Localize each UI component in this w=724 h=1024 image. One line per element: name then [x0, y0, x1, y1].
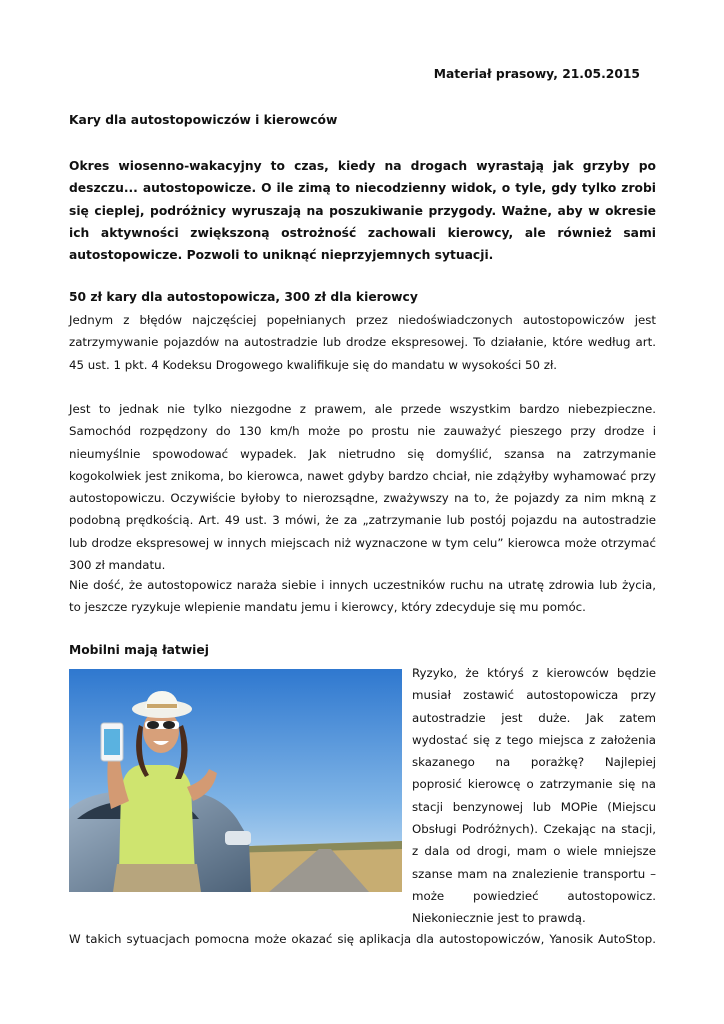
section-heading-fines: 50 zł kary dla autostopowicza, 300 zł dla kierowcy — [69, 290, 418, 304]
paragraph-fines-3: Nie dość, że autostopowicz naraża siebie i innych uczestników ruchu na utratę zdrowia lub życia, to jeszcze ryzykuje wlepienie mandatu jemu i kierowcy, który zdecyduje się mu pomóc. — [69, 578, 656, 615]
press-release-date: Materiał prasowy, 21.05.2015 — [433, 67, 640, 81]
paragraph-fines-2: Jest to jednak nie tylko niezgodne z prawem, ale przede wszystkim bardzo niebezpieczne. Samochód rozpędzony do 130 km/h może po prostu nie zauważyć pieszego przy drodze i nieumyślnie spowodować wypadek. Jak nietrudno się domyślić, szansa na zatrzymanie kogokolwiek jest znikoma, bo kierowca, nawet gdyby bardzo chciał, nie zdążyłby wyhamować przy autostopowiczu. Oczywiście byłoby to nierozsądne, zważywszy na to, że pojazdy za nim mkną z podobną prędkością. Art. 49 ust. 3 mówi, że za „zatrzymanie lub postój pojazdu na autostradzie lub drodze ekspresowej w innych miejscach niż wyznaczone w tym celu” kierowca może otrzymać 300 zł mandatu. — [69, 402, 656, 573]
lead-paragraph: Okres wiosenno-wakacyjny to czas, kiedy na drogach wyrastają jak grzyby po deszczu... autostopowicze. O ile zimą to niecodzienny widok, o tyle, gdy tylko zrobi się cieplej, podróżnicy wyruszają na poszukiwanie przygody. Ważne, aby w okresie ich aktywności zwiększoną ostrożność zachowali kierowcy, ale również sami autostopowicze. Pozwoli to uniknąć nieprzyjemnych sytuacji. — [69, 159, 656, 263]
section-heading-mobile: Mobilni mają łatwiej — [69, 643, 209, 657]
closing-paragraph: W takich sytuacjach pomocna może okazać się aplikacja dla autostopowiczów, Yanosik AutoStop. — [69, 932, 656, 946]
paragraph-fines-1: Jednym z błędów najczęściej popełnianych przez niedoświadczonych autostopowiczów jest zatrzymywanie pojazdów na autostradzie lub drodze ekspresowej. To działanie, które według art. 45 ust. 1 pkt. 4 Kodeksu Drogowego kwalifikuje się do mandatu w wysokości 50 zł. — [69, 313, 656, 372]
document-title: Kary dla autostopowiczów i kierowców — [69, 113, 338, 127]
hitchhiker-photo — [69, 669, 402, 892]
mobile-side-paragraph: Ryzyko, że któryś z kierowców będzie musiał zostawić autostopowicza przy autostradzie jest duże. Jak zatem wydostać się z tego miejsca z założenia skazanego na porażkę? Najlepiej poprosić kierowcę o zatrzymanie się na stacji benzynowej lub MOPie (Miejscu Obsługi Podróżnych). Czekając na stacji, z dala od drogi, mam o wiele mniejsze szanse mam na znalezienie transportu – może powiedzieć autostopowicz. Niekoniecznie jest to prawdą. — [412, 666, 656, 926]
